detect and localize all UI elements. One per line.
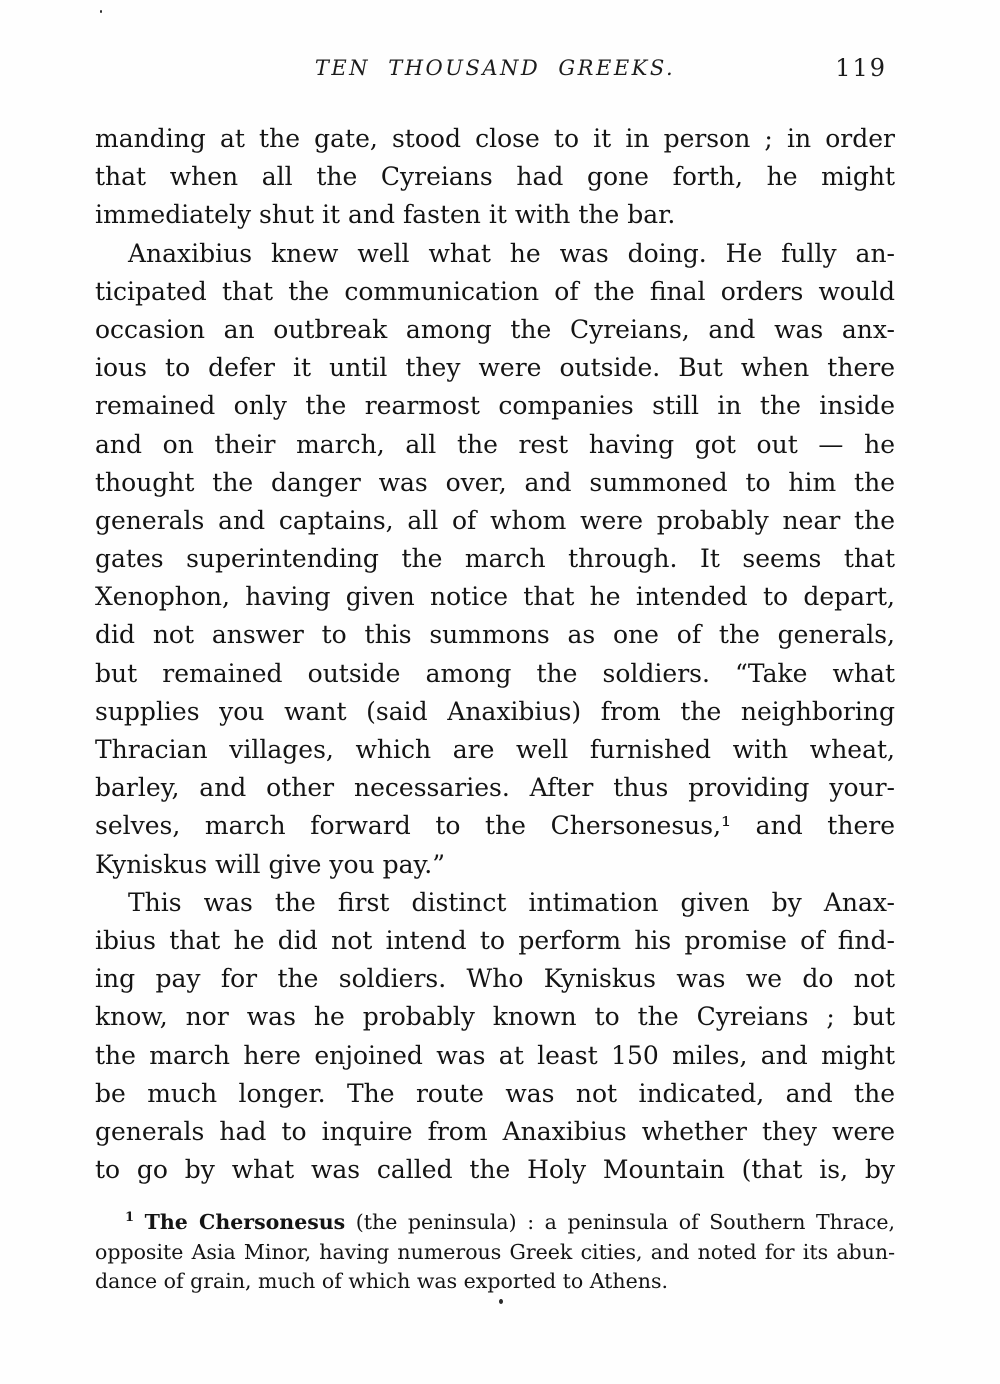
scan-speck	[499, 1299, 503, 1304]
text-line: immediately shut it and fasten it with the bar.	[95, 200, 676, 230]
footnote-term: The Chersonesus	[144, 1210, 346, 1234]
text-line: Xenophon, having given notice that he intended to depart,	[95, 582, 895, 612]
paragraph-2	[95, 235, 895, 884]
text-line: be much longer. The route was not indicated, and the	[95, 1078, 895, 1108]
running-title: TEN THOUSAND GREEKS.	[314, 56, 676, 80]
text-line: the march here enjoined was at least 150 miles, and might	[95, 1040, 895, 1070]
paragraph-3	[95, 884, 895, 1190]
text-line: occasion an outbreak among the Cyreians, and was anx-	[95, 314, 895, 344]
footnote-text: (the peninsula) : a peninsula of Southern Thrace,	[345, 1210, 895, 1234]
text-line: ious to defer it until they were outside. But when there	[95, 353, 895, 383]
text-line: ing pay for the soldiers. Who Kyniskus was we do not	[95, 964, 895, 994]
text-line: ticipated that the communication of the final orders would	[95, 276, 895, 306]
text-line: Kyniskus will give you pay.”	[95, 849, 446, 879]
footnote-marker: 1	[125, 1210, 135, 1226]
text-line: remained only the rearmost companies still in the inside	[95, 391, 895, 421]
text-line: that when all the Cyreians had gone forth, he might	[95, 162, 895, 192]
footnote-first-line	[95, 1208, 895, 1238]
text-line: generals and captains, all of whom were probably near the	[95, 505, 895, 535]
text-line: This was the first distinct intimation given by Anax-	[128, 887, 895, 917]
scan-speck	[100, 10, 102, 13]
paragraph-1	[95, 120, 895, 235]
text-line: know, nor was he probably known to the Cyreians ; but	[95, 1002, 895, 1032]
body-text	[95, 120, 895, 1189]
text-line: generals had to inquire from Anaxibius whether they were	[95, 1116, 895, 1146]
text-line: manding at the gate, stood close to it in person ; in order	[95, 124, 895, 153]
text-line: barley, and other necessaries. After thus providing your-	[95, 773, 895, 803]
text-line: supplies you want (said Anaxibius) from the neighboring	[95, 696, 895, 726]
page-number: 119	[835, 54, 887, 82]
text-line: Anaxibius knew well what he was doing. He fully an-	[128, 238, 895, 268]
text-line: Thracian villages, which are well furnished with wheat,	[95, 735, 895, 764]
text-line: selves, march forward to the Chersonesus,¹ and there	[95, 811, 895, 841]
text-line: but remained outside among the soldiers. “Take what	[95, 658, 895, 688]
text-line: ibius that he did not intend to perform his promise of find-	[95, 925, 895, 955]
text-line: gates superintending the march through. It seems that	[95, 544, 895, 574]
text-line: and on their march, all the rest having got out — he	[95, 429, 895, 459]
text-line: did not answer to this summons as one of the generals,	[95, 620, 895, 650]
footnote-line: opposite Asia Minor, having numerous Greek cities, and noted for its abun-	[95, 1239, 895, 1264]
text-line: to go by what was called the Holy Mountain (that is, by	[95, 1155, 895, 1185]
footnote	[95, 1208, 895, 1297]
running-header	[95, 56, 895, 90]
footnote-continuation	[95, 1238, 895, 1297]
text-line: thought the danger was over, and summoned to him the	[95, 467, 895, 497]
footnote-line: dance of grain, much of which was exported to Athens.	[95, 1269, 668, 1293]
